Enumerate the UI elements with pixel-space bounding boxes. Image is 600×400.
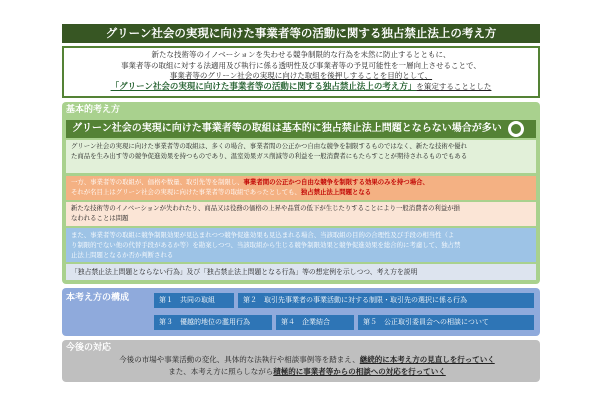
basic-p2-highlight-1: 事業者間の公正かつ自由な競争を制限する効果のみを持つ場合、 [243,178,429,186]
basic-paragraph-5: 「独占禁止法上問題とならない行為」及び「独占禁止法上問題となる行為」等の想定例を示しつつ、考え方を説明 [66,264,536,280]
basic-paragraph-2 [66,176,536,200]
basic-approach-label: 基本的考え方 [66,105,121,115]
future-line-1: 今後の市場や事業活動の変化、具体的な法執行や相談事例等を踏まえ、 [119,355,360,364]
basic-p2-highlight-2: 独占禁止法上問題となる [300,188,372,196]
basic-p3-line-2: なわれることは問題 [71,214,129,222]
basic-p3-line-1: 新たな技術等のイノベーションが失われたり、商品又は役務の価格の上昇や品質の低下が生じたりすることにより一般消費者の利益が損 [71,204,460,212]
basic-approach-section [62,102,540,284]
future-text [82,354,532,378]
structure-item-4: 第４ 企業結合 [276,315,354,330]
intro-line-2: 事業者等の取組に対する法適用及び執行に係る透明性及び事業者等の予見可能性を一層向上させることで、 [121,60,481,70]
structure-label: 本考え方の構成 [66,293,130,303]
basic-p4-line-3: 止法上問題となるか否か判断される [71,251,174,259]
structure-section [62,288,540,336]
future-section [62,340,540,382]
intro-line-4-rest: を策定することとした [416,81,492,91]
basic-headline-text: グリーン社会の実現に向けた事業者等の取組は基本的に独占禁止法上問題とならない場合が多い [72,123,502,134]
basic-paragraph-1 [66,140,536,173]
basic-p1-line-2: た商品を生み出す等の競争促進効果を持つものであり、温室効果ガス削減等の利益を一般消費者にもたらすことが期待されるものでもある [71,151,468,160]
structure-item-1: 第１ 共同の取組 [154,293,234,308]
future-label: 今後の対応 [66,343,112,353]
structure-item-5: 第５ 公正取引委員会への相談について [358,315,534,330]
structure-item-3: 第３ 優越的地位の濫用行為 [154,315,272,330]
future-line-2-emphasis: 積極的に事業者等からの相談への対応を行っていく [273,367,446,376]
intro-guideline-name: 「グリーン社会の実現に向けた事業者等の活動に関する独占禁止法上の考え方」 [110,81,417,92]
basic-p2-line-2: それが名目上はグリーン社会の実現に向けた事業者等の取組であったとしても、 [71,188,301,196]
structure-item-2: 第２ 取引先事業者の事業活動に対する制限・取引先の選択に係る行為 [238,293,534,308]
basic-p4-line-1: また、事業者等の取組に競争制限効果が見込まれつつ競争促進効果も見込まれる場合、当該取組の目的の合理性及び手段の相当性（よ [71,231,455,239]
circle-icon [508,121,524,137]
basic-headline [66,120,536,138]
intro-box [62,46,540,98]
basic-p4-line-2: り制限的でない他の代替手段があるか等）を勘案しつつ、当該取組から生じる競争制限効果と競争促進効果を総合的に考慮して、独占禁 [71,241,461,249]
basic-p1-line-1: グリーン社会の実現に向けた事業者等の取組は、多くの場合、事業者間の公正かつ自由な競争を制限するものではなく、新たな技術や優れ [71,142,467,150]
intro-line-3: 事業者等のグリーン社会の実現に向けた取組を後押しすることを目的として、 [169,71,433,81]
page-title: グリーン社会の実現に向けた事業者等の活動に関する独占禁止法上の考え方 [62,24,540,43]
basic-paragraph-4 [66,228,536,262]
future-line-2: また、本考え方に照らしながら [168,367,274,376]
intro-line-1: 新たな技術等のイノベーションを失わせる競争制限的な行為を未然に防止するとともに、 [151,50,451,59]
future-line-1-emphasis: 継続的に本考え方の見直しを行っていく [359,355,495,364]
basic-paragraph-3 [66,202,536,226]
basic-p2-line-1: 一方、事業者等の取組が、価格や数量、取引先等を制限し、 [71,178,244,186]
